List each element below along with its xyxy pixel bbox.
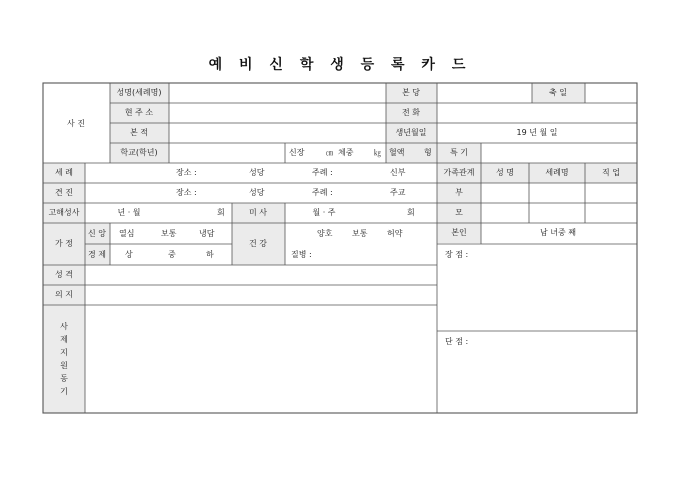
page-title: 예 비 신 학 생 등 록 카 드 — [208, 57, 472, 73]
blood-type-unit: 형 — [424, 148, 432, 157]
health-option-good: 양호 — [317, 229, 333, 238]
baptism-celebrant-label: 주례 : — [312, 168, 333, 177]
faith-label: 신 앙 — [88, 229, 106, 238]
feast-label: 축 일 — [549, 88, 567, 97]
baptism-place-label: 장소 : — [176, 168, 197, 177]
confession-label: 고해성사 — [48, 208, 80, 217]
baptism-label: 세 례 — [55, 168, 73, 177]
faith-option-normal: 보통 — [161, 229, 177, 238]
economy-label: 경 제 — [88, 250, 106, 259]
family-self-label: 본인 — [451, 228, 467, 237]
faith-option-devout: 열심 — [119, 229, 135, 238]
birth-value: 19 년 월 일 — [516, 128, 558, 137]
faith-option-lapsed: 냉담 — [199, 229, 215, 238]
mass-value: 월 · 주 — [312, 208, 336, 217]
strength-label: 장 점 : — [445, 250, 469, 259]
baptism-priest-unit: 신부 — [390, 168, 406, 177]
health-option-normal: 보통 — [352, 229, 368, 238]
address-label: 현 주 소 — [124, 108, 154, 117]
blood-label: 혈액 — [389, 148, 405, 157]
confession-value: 년 · 월 — [117, 208, 141, 217]
economy-option-high: 상 — [125, 250, 133, 259]
confirmation-label: 견 진 — [55, 188, 73, 197]
family-mother-label: 모 — [455, 208, 463, 217]
kg-unit: ㎏ — [374, 149, 381, 157]
family-col-baptismal-name: 세례명 — [545, 168, 569, 177]
family-father-label: 부 — [455, 188, 463, 197]
family-header: 가족관계 — [443, 168, 475, 177]
confirmation-church-unit: 성당 — [249, 188, 265, 197]
confession-times-unit: 회 — [217, 208, 225, 217]
confirmation-bishop-unit: 주교 — [390, 188, 406, 197]
phone-label: 전 화 — [402, 108, 420, 117]
character-label: 성 격 — [55, 270, 73, 279]
family-col-name: 성 명 — [496, 168, 514, 177]
cm-unit: ㎝ — [326, 149, 333, 157]
baptism-church-unit: 성당 — [249, 168, 265, 177]
mass-times-unit: 회 — [407, 208, 415, 217]
health-label: 건 강 — [249, 239, 267, 248]
specialty-label: 특 기 — [450, 148, 468, 157]
photo-label: 사 진 — [67, 119, 85, 128]
birth-label: 생년월일 — [395, 128, 427, 137]
health-option-weak: 허약 — [387, 229, 403, 238]
motive-label: 사제지원동기 — [60, 322, 68, 396]
height-label: 신장 — [289, 148, 305, 157]
weight-label: 체중 — [338, 148, 354, 157]
family-siblings-value: 남 녀중 째 — [540, 228, 576, 237]
disease-label: 질병 : — [291, 250, 312, 259]
confirmation-celebrant-label: 주례 : — [312, 188, 333, 197]
parish-label: 본 당 — [402, 88, 420, 97]
economy-option-low: 하 — [206, 250, 214, 259]
name-label: 성명(세례명) — [116, 88, 162, 97]
home-label: 가 정 — [55, 239, 73, 248]
school-label: 학교(학년) — [120, 148, 158, 157]
weakness-label: 단 점 : — [445, 337, 469, 346]
will-label: 의 지 — [55, 290, 73, 299]
confirmation-place-label: 장소 : — [176, 188, 197, 197]
mass-label: 미 사 — [249, 208, 267, 217]
origin-label: 본 적 — [130, 128, 148, 137]
family-col-occupation: 직 업 — [602, 168, 620, 177]
economy-option-middle: 중 — [168, 250, 176, 259]
